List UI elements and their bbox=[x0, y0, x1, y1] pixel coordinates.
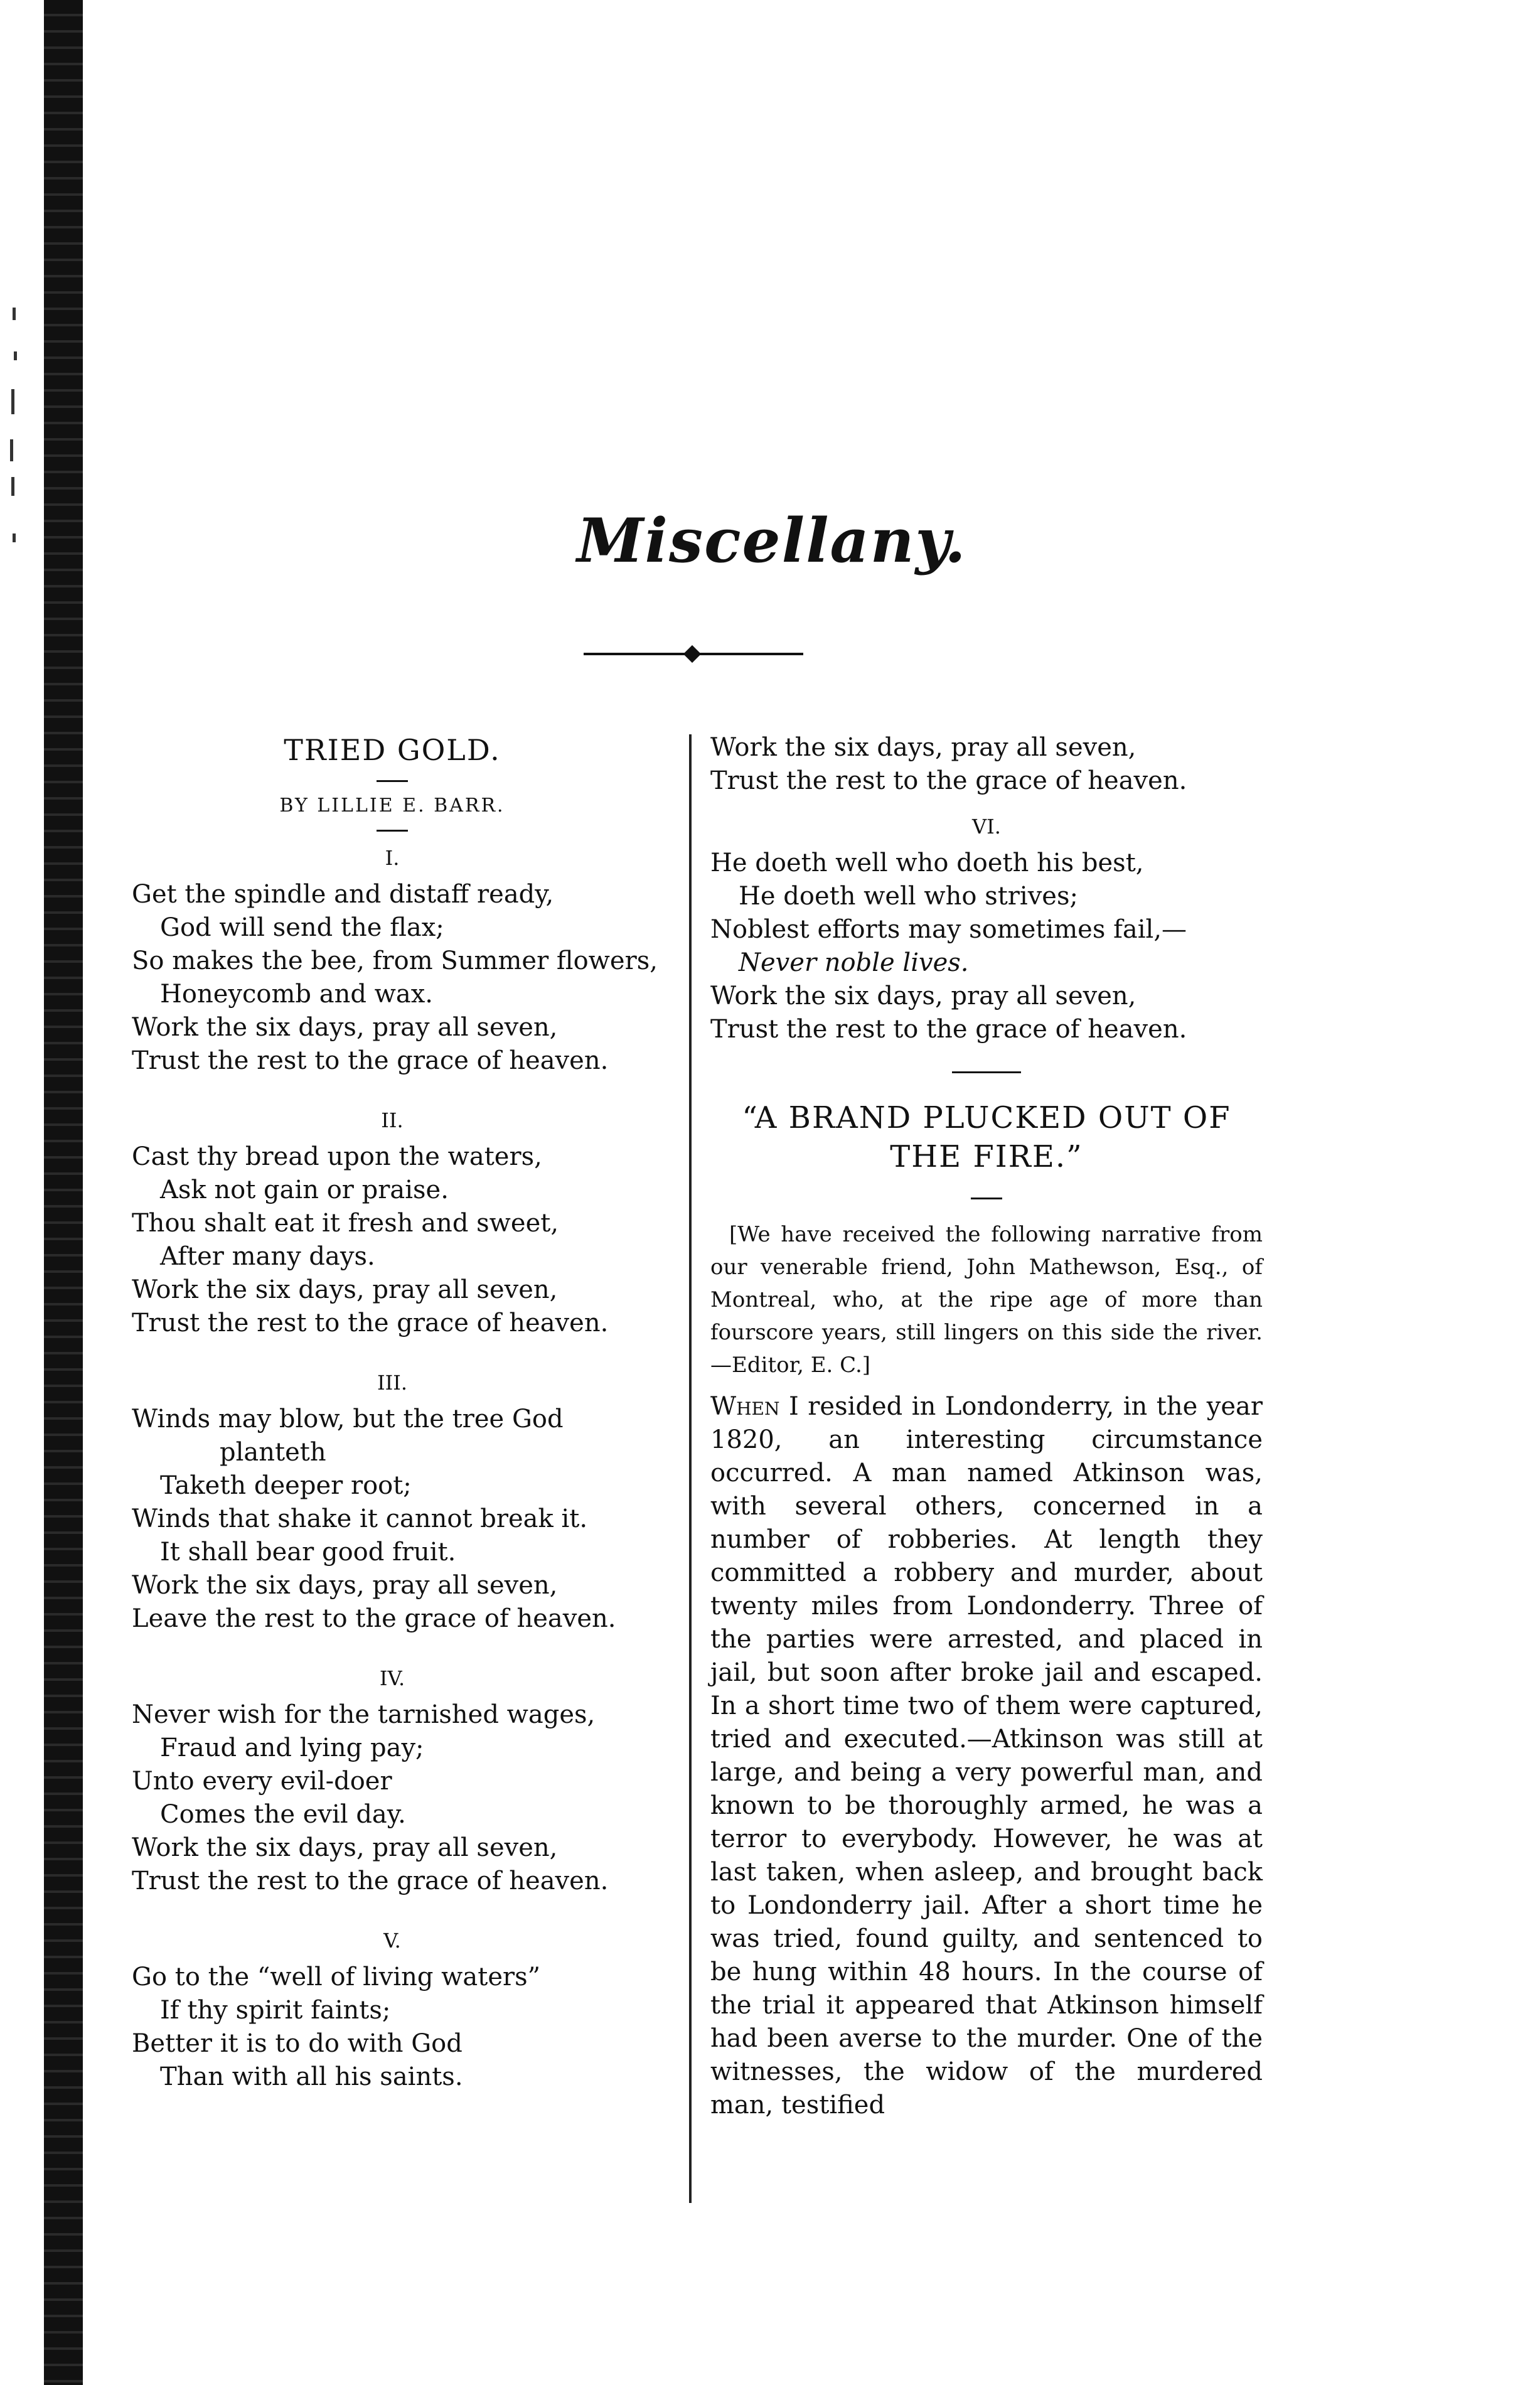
verse-line: He doeth well who strives; bbox=[739, 882, 1078, 911]
stanza-3 bbox=[132, 1369, 653, 1636]
verse-line: If thy spirit faints; bbox=[160, 1996, 391, 2025]
verse-line: Work the six days, pray all seven, bbox=[132, 1833, 558, 1862]
byline-dash bbox=[377, 830, 408, 832]
article-title-line-1: “A BRAND PLUCKED OUT OF bbox=[742, 1100, 1231, 1135]
editor-note: [We have received the following narrative from our venerable friend, John Mathewson, Esq., of Montreal, who, at the ripe age of more than fourscore years, still lingers on this side the river.—Editor, E. C.] bbox=[710, 1222, 1263, 1378]
margin-mark bbox=[14, 351, 17, 360]
verse-line: Ask not gain or praise. bbox=[160, 1176, 449, 1204]
poem-title: TRIED GOLD. bbox=[284, 733, 501, 767]
margin-mark bbox=[13, 533, 16, 542]
verse-line: Work the six days, pray all seven, bbox=[132, 1275, 558, 1304]
verse-line: Noblest efforts may sometimes fail,— bbox=[710, 915, 1187, 944]
poem-byline: BY LILLIE E. BARR. bbox=[279, 795, 505, 817]
stanza-numeral: I. bbox=[385, 846, 400, 870]
verse-line: Work the six days, pray all seven, bbox=[710, 982, 1136, 1010]
verse-line: Trust the rest to the grace of heaven. bbox=[132, 1867, 609, 1895]
verse-line: Honeycomb and wax. bbox=[160, 980, 434, 1009]
margin-mark bbox=[10, 439, 13, 461]
binding-edge bbox=[44, 0, 83, 2385]
verse-line: planteth bbox=[220, 1438, 326, 1467]
verse-line: Work the six days, pray all seven, bbox=[132, 1013, 558, 1042]
margin-mark bbox=[13, 308, 16, 320]
verse-line: Never noble lives. bbox=[739, 948, 969, 977]
verse-line: Work the six days, pray all seven, bbox=[132, 1571, 558, 1600]
margin-mark bbox=[11, 477, 14, 496]
verse-line: Get the spindle and distaff ready, bbox=[132, 880, 554, 909]
verse-line: After many days. bbox=[160, 1242, 375, 1271]
stanza-6 bbox=[710, 813, 1263, 1046]
verse-line: Trust the rest to the grace of heaven. bbox=[710, 1015, 1187, 1044]
section-rule bbox=[952, 1071, 1021, 1073]
stanza-5-continued bbox=[710, 731, 1263, 798]
stanza-4 bbox=[132, 1664, 653, 1898]
stanza-numeral: IV. bbox=[379, 1666, 405, 1690]
lead-word: When bbox=[710, 1392, 780, 1421]
article-body bbox=[710, 1390, 1263, 2122]
verse-line: Than with all his saints. bbox=[160, 2062, 463, 2091]
verse-line: Taketh deeper root; bbox=[160, 1471, 412, 1500]
left-column bbox=[132, 731, 658, 2094]
margin-mark bbox=[11, 389, 14, 414]
verse-line: He doeth well who doeth his best, bbox=[710, 849, 1144, 877]
article-title-dash bbox=[971, 1198, 1002, 1199]
title-dash bbox=[377, 780, 408, 782]
right-column bbox=[710, 731, 1263, 2122]
verse-line: Trust the rest to the grace of heaven. bbox=[710, 766, 1187, 795]
page-heading: Miscellany. bbox=[577, 505, 967, 576]
stanza-numeral: V. bbox=[383, 1929, 401, 1953]
stanza-1 bbox=[132, 844, 658, 1078]
verse-line: Fraud and lying pay; bbox=[160, 1734, 424, 1762]
stanza-numeral: VI. bbox=[972, 815, 1001, 839]
stanza-5 bbox=[132, 1927, 653, 2094]
verse-line: Winds that shake it cannot break it. bbox=[132, 1504, 588, 1533]
stanza-numeral: III. bbox=[377, 1371, 408, 1395]
verse-line: Winds may blow, but the tree God bbox=[132, 1405, 564, 1434]
verse-line: Trust the rest to the grace of heaven. bbox=[132, 1309, 609, 1337]
verse-line: So makes the bee, from Summer flowers, bbox=[132, 946, 658, 975]
verse-line: God will send the flax; bbox=[160, 913, 444, 942]
verse-line: Unto every evil-doer bbox=[132, 1767, 392, 1796]
verse-line: Thou shalt eat it fresh and sweet, bbox=[132, 1209, 559, 1238]
verse-line: It shall bear good fruit. bbox=[160, 1538, 456, 1567]
verse-line: Better it is to do with God bbox=[132, 2029, 463, 2058]
verse-line: Comes the evil day. bbox=[160, 1800, 406, 1829]
heading-ornament bbox=[683, 645, 701, 663]
verse-line: Leave the rest to the grace of heaven. bbox=[132, 1604, 616, 1633]
verse-line: Cast thy bread upon the waters, bbox=[132, 1142, 542, 1171]
verse-line: Work the six days, pray all seven, bbox=[710, 733, 1136, 762]
verse-line: Go to the “well of living waters” bbox=[132, 1963, 541, 1991]
stanza-2 bbox=[132, 1107, 653, 1340]
stanza-numeral: II. bbox=[381, 1108, 404, 1132]
verse-line: Trust the rest to the grace of heaven. bbox=[132, 1046, 609, 1075]
verse-line: Never wish for the tarnished wages, bbox=[132, 1700, 596, 1729]
column-divider bbox=[689, 734, 692, 2203]
article-title-line-2: THE FIRE.” bbox=[890, 1139, 1083, 1174]
article-body-text: I resided in Londonderry, in the year 1820, an interesting circumstance occurred. A man named Atkinson was, with several others, concerned in a number of robberies. At length they committed a robbery and murder, about twenty miles from Londonderry. Three of the parties were arrested, and placed in jail, but soon after broke jail and escaped. In a short time two of them were captured, tried and executed.—Atkinson was still at large, and being a very powerful man, and known to be thoroughly armed, he was a terror to everybody. However, he was at last taken, when asleep, and brought back to Londonderry jail. After a short time he was tried, found guilty, and sentenced to be hung within 48 hours. In the course of the trial it appeared that Atkinson himself had been averse to the murder. One of the witnesses, the widow of the murdered man, testified bbox=[710, 1392, 1263, 2120]
